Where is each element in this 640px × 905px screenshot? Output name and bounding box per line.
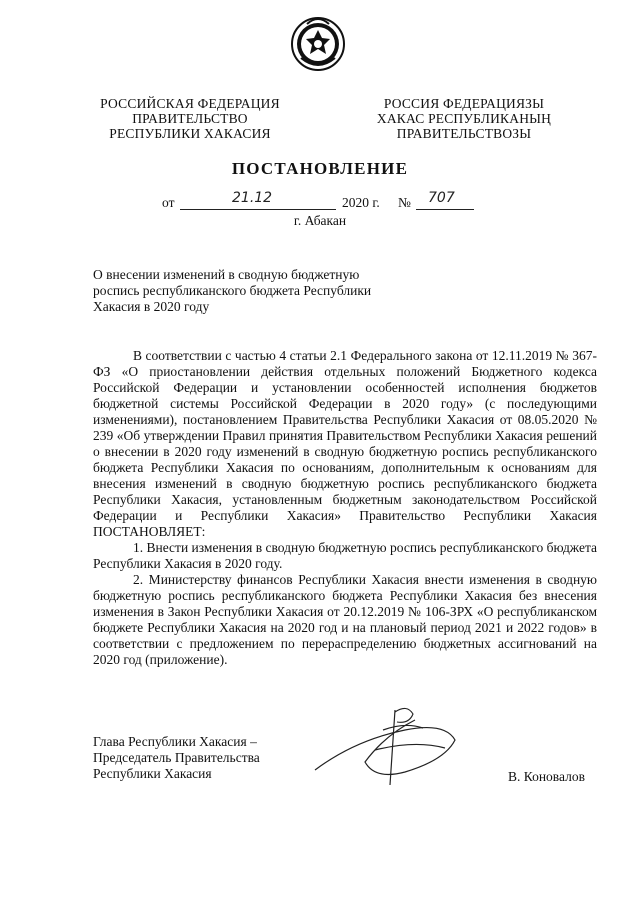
body-paragraph: 1. Внести изменения в сводную бюджетную роспись республиканского бюджета Республики Хакасия в 2020 году. [93, 540, 598, 571]
signatory-position [93, 734, 313, 782]
date-handwritten: 21.12 [232, 190, 273, 206]
date-prefix: от [162, 195, 175, 210]
header-left-line: РЕСПУБЛИКИ ХАКАСИЯ [109, 126, 271, 141]
date-year: 2020 г. [342, 195, 380, 210]
document-subject: О внесении изменений в сводную бюджетную роспись республиканского бюджета Республики Хакасия в 2020 году [93, 267, 372, 314]
signatory-position-line: Республики Хакасия [93, 766, 212, 781]
signatory-name: В. Коновалов [508, 769, 585, 784]
header-left-line: РОССИЙСКАЯ ФЕДЕРАЦИЯ [100, 96, 280, 111]
header-left-line: ПРАВИТЕЛЬСТВО [132, 111, 248, 126]
handwritten-signature [295, 700, 495, 790]
document-title: ПОСТАНОВЛЕНИЕ [231, 159, 409, 178]
header-left [60, 96, 320, 141]
header-right-line: ХАКАС РЕСПУБЛИКАНЫҢ [376, 111, 552, 126]
number-handwritten: 707 [428, 190, 455, 206]
number-sign: № [398, 195, 411, 210]
header-right [340, 96, 588, 141]
header-right-line: ПРАВИТЕЛЬСТВОЗЫ [396, 126, 532, 141]
body-paragraph: 2. Министерству финансов Республики Хакасия внести изменения в сводную бюджетную роспись республиканского бюджета Республики Хакасия без внесения изменения в Закон Республики Хакасия от 20.12.2019 № 106-ЗРХ «О республиканском бюджете Республики Хакасия на 2020 год и на плановый период 2021 и 2022 годов» в соответствии с предложением по перераспределению бюджетных ассигнований на 2020 год (приложение). [93, 572, 597, 667]
coat-of-arms-emblem [289, 14, 347, 72]
signatory-position-line: Глава Республики Хакасия – [93, 734, 257, 749]
city-label: г. Абакан [293, 213, 347, 228]
header-right-line: РОССИЯ ФЕДЕРАЦИЯЗЫ [383, 96, 545, 111]
document-body [93, 348, 597, 668]
signatory-position-line: Председатель Правительства [93, 750, 260, 765]
body-paragraph: В соответствии с частью 4 статьи 2.1 Федерального закона от 12.11.2019 № 367-ФЗ «О приостановлении действия отдельных положений Бюджетного кодекса Российской Федерации и установлении особенностей исполнения бюджетов бюджетной системы Российской Федерации в 2020 году» (с последующими изменениями), постановлением Правительства Республики Хакасия от 08.05.2020 № 239 «Об утверждении Правил принятия Правительством Республики Хакасия решений о внесении в 2020 году изменений в сводную бюджетную роспись республиканского бюджета Республики Хакасия по основаниям, дополнительным к основаниям для внесения изменений в сводную бюджетную роспись республиканского бюджета Республики Хакасия, установленным бюджетным законодательством Российской Федерации и Республики Хакасия» Правительство Республики Хакасия ПОСТАНОВЛЯЕТ: [93, 348, 597, 539]
